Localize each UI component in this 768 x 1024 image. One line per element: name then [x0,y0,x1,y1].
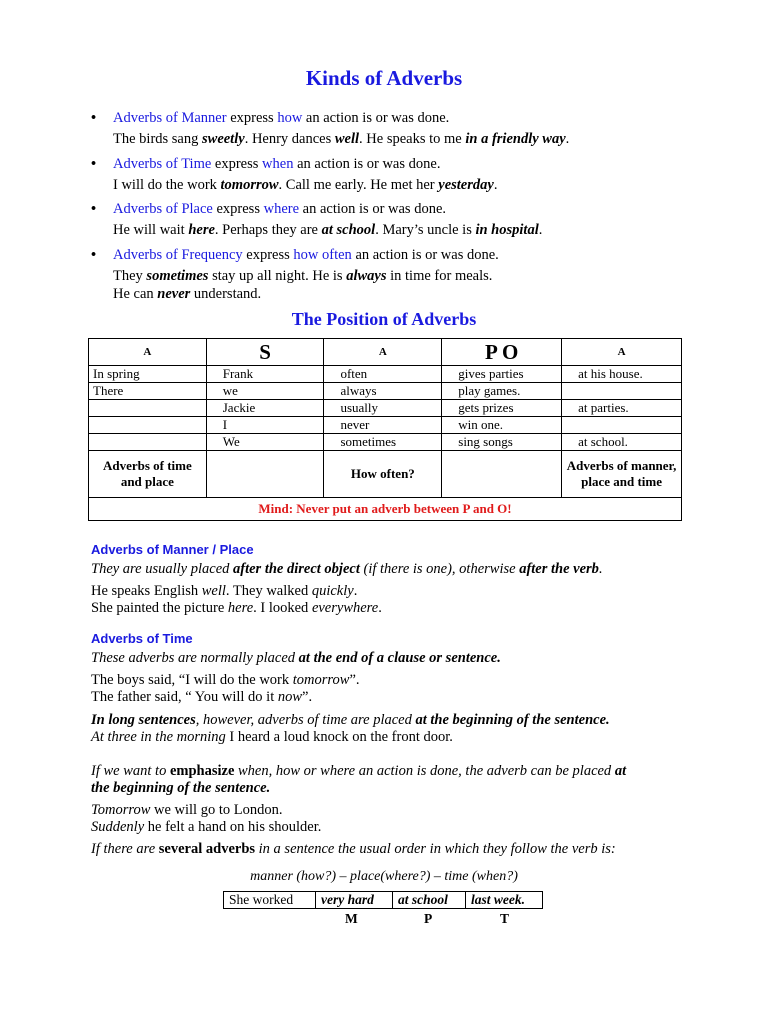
kind-example [113,175,733,195]
text-run: , however, adverbs of time are placed [195,712,416,728]
text-line [91,600,701,617]
text-line [91,650,701,667]
table-cell: We [206,434,324,451]
table-cell: Jackie [206,400,324,417]
order-marks [0,911,768,929]
kind-verb: express [246,247,290,263]
table-cell: at school. [562,434,682,451]
header-cell: P O [442,339,562,366]
text-run: . [538,222,543,238]
table-cell: at parties. [562,400,682,417]
header-cell: A [324,339,442,366]
kind-name: Adverbs of Manner [113,110,227,126]
text-run: he felt a hand on his shoulder. [144,819,322,835]
text-run: In long sentences [91,712,196,728]
table-cell: often [324,366,442,383]
text-run: The boys said, “I will do the work [91,672,293,688]
text-run: after the verb [519,561,599,577]
text-run: here [227,600,254,616]
text-run: at school [321,222,376,238]
kind-example [113,129,733,149]
header-cell: A [562,339,682,366]
text-run: at the beginning of the sentence. [415,712,610,728]
text-run: . I looked [253,600,312,616]
order-cell: at school [393,892,466,909]
kind-name: Adverbs of Place [113,201,213,217]
text-run: . Call me early. He met her [278,177,439,193]
text-run: (if there is one), otherwise [359,561,520,577]
kind-name: Adverbs of Time [113,156,212,172]
kind-question: how [277,110,303,126]
kind-question: how often [293,247,352,263]
kind-example [113,220,733,240]
text-run: . [565,131,570,147]
table-row [89,434,682,451]
text-run: quickly [311,583,354,599]
kind-manner [91,108,733,149]
order-cell: very hard [316,892,393,909]
kind-definition [113,199,733,219]
text-run: I will do the work [113,177,221,193]
kind-definition [113,108,733,128]
table-cell [562,417,682,434]
bullet-icon: • [91,247,97,263]
text-run: in time for meals. [386,268,493,284]
table-row [224,892,543,909]
text-run: . Mary’s uncle is [375,222,476,238]
kind-rest: an action is or was done. [297,156,441,172]
kind-example [113,266,733,286]
text-run: ”. [349,672,360,688]
text-run: sometimes [146,268,209,284]
text-run: never [157,286,191,302]
text-run: . Perhaps they are [214,222,322,238]
text-line [91,780,701,797]
text-run: we will go to London. [150,802,283,818]
text-run: understand. [190,286,262,302]
text-run: in hospital [475,222,539,238]
table-header-row [89,339,682,366]
text-run: Tomorrow [91,802,151,818]
text-line [91,712,701,729]
text-run: They are usually placed [91,561,234,577]
table-cell: never [324,417,442,434]
summary-cell [442,451,562,498]
kind-example [113,286,733,302]
bullet-icon: • [91,201,97,217]
section-emphasis [91,763,701,858]
text-run: always [346,268,387,284]
text-run: sweetly [202,131,245,147]
table-cell [89,417,207,434]
text-run: ”. [302,689,313,705]
kind-definition [113,154,733,174]
kind-time [91,154,733,195]
text-run: . [493,177,498,193]
text-run: Suddenly [91,819,145,835]
section-title: The Position of Adverbs [291,309,477,329]
summary-cell: Adverbs of manner, place and time [562,451,682,498]
table-cell: win one. [442,417,562,434]
order-mark: P [424,911,433,926]
kind-question: where [263,201,300,217]
text-run: after the direct object [233,561,360,577]
table-cell: sing songs [442,434,562,451]
kind-rest: an action is or was done. [302,201,447,217]
table-cell: we [206,383,324,400]
table-row [89,383,682,400]
text-run: in a sentence the usual order in which they follow the verb is: [255,841,616,857]
kind-verb: express [216,201,260,217]
text-run: If there are [91,841,159,857]
text-run: . They walked [225,583,312,599]
text-line [91,583,701,600]
text-run: here [188,222,215,238]
order-rule: manner (how?) – place(where?) – time (when?) [250,869,518,884]
text-run: everywhere [311,600,379,616]
kind-frequency [91,245,733,302]
table-cell: play games. [442,383,562,400]
table-cell [89,400,207,417]
text-run: tomorrow [292,672,350,688]
order-mark: T [500,911,510,926]
text-run: . He speaks to me [359,131,466,147]
text-run: He can [113,286,158,302]
order-table [223,891,543,909]
text-run: at the end of a clause or sentence. [298,650,501,666]
text-run: She painted the picture [91,600,228,616]
order-mark: M [345,911,358,926]
text-run: now [277,689,303,705]
section-time [91,630,701,746]
text-run: I heard a loud knock on the front door. [225,729,453,745]
text-line [91,689,701,706]
text-run: They [113,268,147,284]
header-cell: S [206,339,324,366]
table-cell: sometimes [324,434,442,451]
table-cell: Frank [206,366,324,383]
text-run: . [353,583,358,599]
table-row [89,366,682,383]
page-title: Kinds of Adverbs [305,66,463,90]
text-run: when, how or where an action is done, the adverb can be placed [234,763,615,779]
table-cell: at his house. [562,366,682,383]
kind-rest: an action is or was done. [305,110,450,126]
table-cell: gets prizes [442,400,562,417]
header-cell: A [89,339,207,366]
kind-definition [113,245,733,265]
position-table [88,338,682,521]
text-run: emphasize [169,763,235,779]
table-cell [89,434,207,451]
table-cell [562,383,682,400]
text-run: yesterday [438,177,494,193]
text-line [91,841,701,858]
summary-cell: Adverbs of time and place [89,451,207,498]
text-run: . [378,600,382,616]
summary-row [89,451,682,498]
bullet-icon: • [91,110,97,126]
text-line [91,819,701,836]
text-run: the beginning of the sentence. [91,780,271,796]
text-run: These adverbs are normally placed [91,650,299,666]
table-cell: I [206,417,324,434]
text-line [91,672,701,689]
text-run: tomorrow [220,177,279,193]
bullet-icon: • [91,156,97,172]
kind-verb: express [214,156,259,172]
kind-verb: express [230,110,274,126]
text-run: in a friendly way [465,131,566,147]
order-cell: She worked [224,892,316,909]
table-cell: In spring [89,366,207,383]
table-row [89,400,682,417]
text-run: If we want to [91,763,170,779]
text-run: The birds sang [113,131,202,147]
table-cell: always [324,383,442,400]
text-run: stay up all night. He is [208,268,347,284]
kind-place [91,199,733,240]
section-heading: Adverbs of Time [91,631,193,646]
kind-rest: an action is or was done. [355,247,499,263]
table-cell: usually [324,400,442,417]
table-cell: There [89,383,207,400]
table-row [89,417,682,434]
text-run: several adverbs [158,841,256,857]
text-run: at [614,763,627,779]
summary-cell [206,451,324,498]
kind-name: Adverbs of Frequency [113,247,243,263]
section-manner-place [91,541,701,617]
text-line [91,729,701,746]
text-run: well [201,583,226,599]
kind-question: when [262,156,294,172]
summary-cell: How often? [324,451,442,498]
table-cell: gives parties [442,366,562,383]
mind-note: Mind: Never put an adverb between P and O! [89,498,682,521]
text-run: He will wait [113,222,189,238]
text-run: The father said, “ You will do it [91,689,278,705]
text-run: . Henry dances [244,131,335,147]
section-heading: Adverbs of Manner / Place [91,542,254,557]
order-cell: last week. [466,892,543,909]
text-run: well [334,131,360,147]
text-run: . [598,561,603,577]
text-run: At three in the morning [91,729,226,745]
text-line [91,561,701,578]
text-run: He speaks English [91,583,202,599]
mind-row [89,498,682,521]
text-line [91,763,701,780]
text-line [91,802,701,819]
